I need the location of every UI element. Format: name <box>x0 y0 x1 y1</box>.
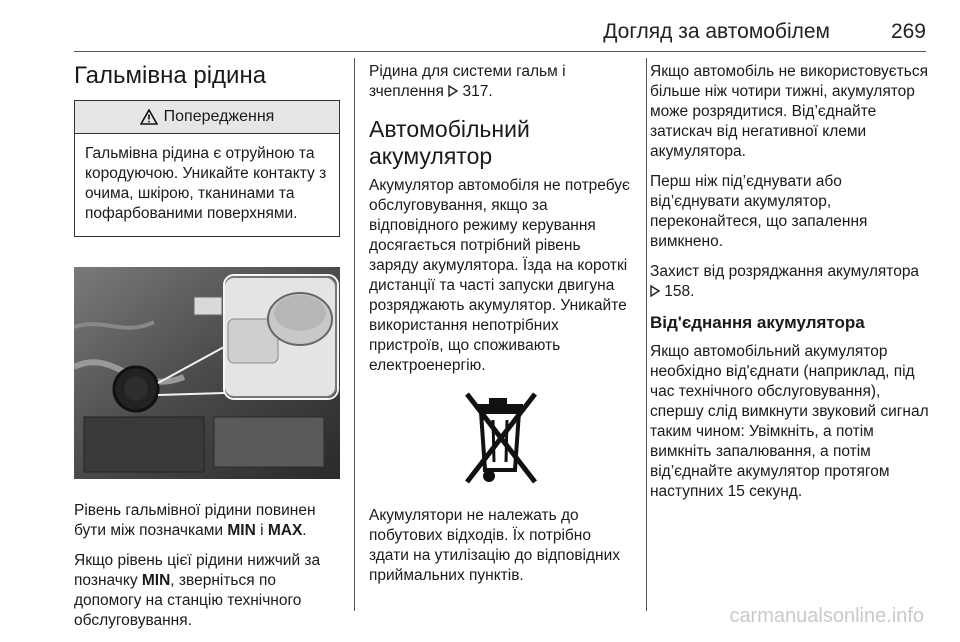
column-2 <box>369 58 633 596</box>
column-1 <box>74 58 340 641</box>
page-reference-icon[interactable] <box>650 285 660 297</box>
brake-fluid-reference: Рідина для системи гальм і зчеплення 317. <box>369 63 566 100</box>
header-divider <box>74 51 926 52</box>
long-storage-paragraph: Якщо автомобіль не використовується більше ніж чотири тижні, акумулятор може розрядитися. Від’єднайте затискач від негативної клеми акумулятора. <box>650 63 928 160</box>
column-divider-2 <box>646 58 647 611</box>
watermark: carmanualsonline.info <box>729 605 924 627</box>
ignition-off-paragraph: Перш ніж під’єднувати або від’єднувати акумулятор, переконайтеся, що запалення вимкнено. <box>650 173 868 250</box>
warning-triangle-icon <box>140 109 158 125</box>
battery-paragraph: Акумулятор автомобіля не потребує обслуговування, якщо за відповідного режиму керування досягається потрібний рівень заряду акумулятора. Їзда на короткі дистанції та часті запуски двигуна розряджають акумулятор. Уникайте використання непотрібних пристроїв, що споживають електроенергію. <box>369 177 630 374</box>
page-number: 269 <box>890 20 926 43</box>
max-mark: MAX <box>267 522 303 539</box>
warning-label: Попередження <box>163 108 275 125</box>
running-header-title: Догляд за автомобілем <box>603 20 830 43</box>
battery-disposal-paragraph: Акумулятори не належать до побутових відходів. Їх потрібно здати на утилізацію до відповідних приймальних пунктів. <box>369 507 621 584</box>
warning-header <box>75 101 339 134</box>
crossed-out-wheelie-bin-icon <box>463 390 539 486</box>
warning-box <box>74 100 340 237</box>
column-3 <box>650 58 930 512</box>
section-title-brake-fluid: Гальмівна рідина <box>74 62 267 89</box>
brake-fluid-low-paragraph: Якщо рівень цієї рідини нижчий за позначку MIN, зверніться по допомогу на станцію технічного обслуговування. <box>74 552 321 629</box>
min-mark: MIN <box>141 572 171 589</box>
column-divider-1 <box>354 58 355 611</box>
min-mark: MIN <box>227 522 256 539</box>
page-reference-icon[interactable] <box>448 85 458 97</box>
heading-disconnect-battery: Від'єднання акумулятора <box>650 313 865 332</box>
discharge-protection-reference: Захист від розряджання акумулятора 158. <box>650 263 920 300</box>
disconnect-paragraph: Якщо автомобільний акумулятор необхідно від'єднати (наприклад, під час технічного обслуговування), спершу слід вимкнути звуковий сигнал таким чином: Увімкніть, а потім вимкніть запалювання, а потім від’єднайте акумулятор протягом наступних 15 секунд. <box>650 343 929 500</box>
heading-car-battery: Автомобільний акумулятор <box>369 116 530 169</box>
warning-text: Гальмівна рідина є отруйною та кородуючою. Уникайте контакту з очима, шкірою, тканинами та пофарбованими поверхнями. <box>85 145 327 222</box>
brake-fluid-level-paragraph: Рівень гальмівної рідини повинен бути між позначками MIN і MAX. <box>74 502 316 539</box>
brake-fluid-reservoir-photo <box>74 267 340 479</box>
